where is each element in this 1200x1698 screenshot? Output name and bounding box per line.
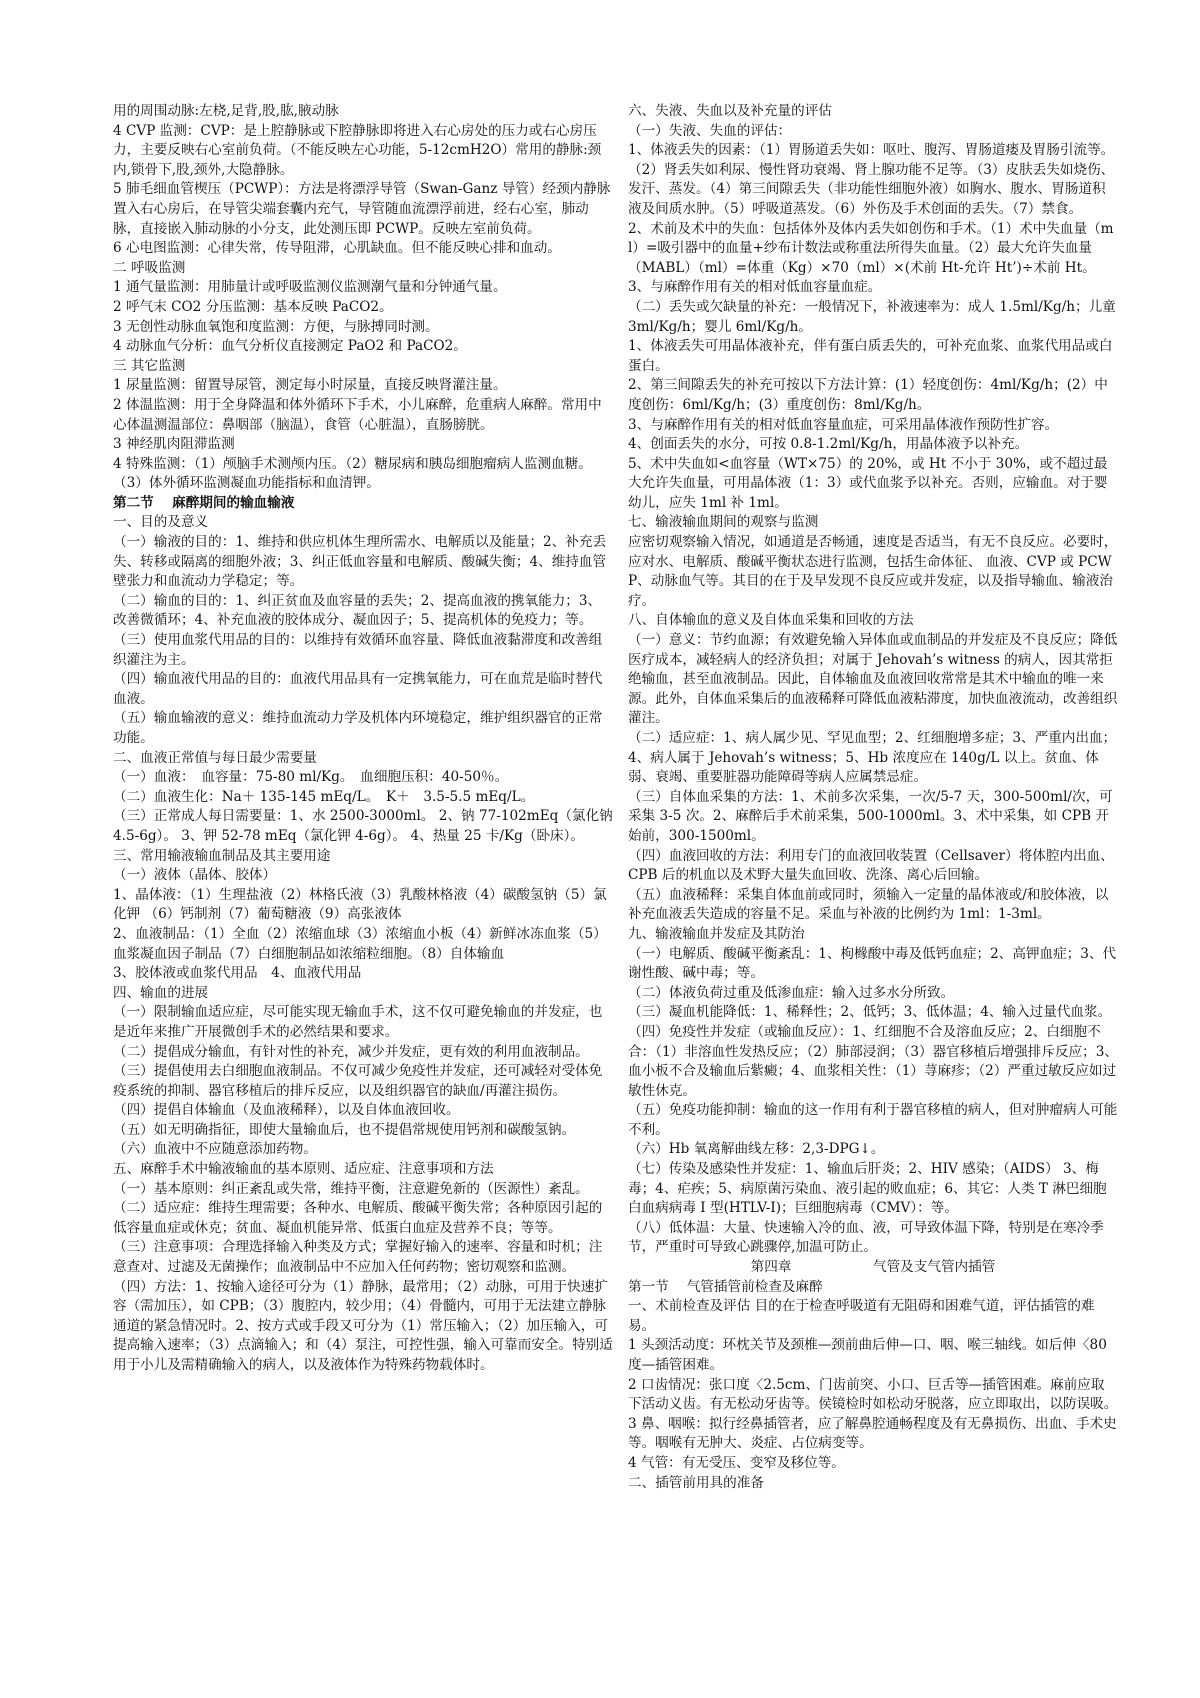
text-line: 3 无创性动脉血氧饱和度监测：方便，与脉搏同时测。 [113,318,439,335]
text-line: 2 口齿情况：张口度〈2.5cm、门齿前突、小口、巨舌等—插管困难。麻前应取下活动义齿。有无松动牙齿等。侯镜检时如松动牙脱落，应立即取出，以防误吸。 [628,1376,1118,1413]
text-line: （一）基本原则：纠正紊乱或失常，维持平衡，注意避免新的（医源性）紊乱。 [113,1180,589,1197]
text-line: （三）正常成人每日需要量：1、水 2500-3000ml。 2、钠 77-102mEq（氯化钠 4.5-6g）。 3、钾 52-78 mEq（氯化钾 4-6g）。 4、热量 25 卡/Kg（卧床）。 [113,808,613,844]
right-column [628,102,1118,1662]
text-line: （四）输血液代用品的目的：血液代用品具有一定携氧能力，可在血荒是临时替代血液。 [113,671,603,707]
text-line: 2、血液制品：（1）全血（2）浓缩血球（3）浓缩血小板（4）新鲜冰冻血浆（5）血浆凝血因子制品（7）白细胞制品如浓缩粒细胞。（8）自体输血 [113,925,607,962]
text-line: （三）凝血机能降低：1、稀释性；2、低钙；3、低体温；4、输入过量代血浆。 [628,1004,1112,1021]
section-heading: 第二节 麻醉期间的输血输液 [113,494,295,511]
text-line: 3、与麻醉作用有关的相对低血容量血症。 [628,279,882,296]
text-line: （四）免疫性并发症（或输血反应）：1、红细胞不合及溶血反应；2、白细胞不合：（1）非溶血性发热反应；（2）肺部浸润；（3）器官移植后增强排斥反应；3、血小板不合及输血后紫癜；4、血浆相关性：（1）荨麻疹；（2）严重过敏反应如过敏性休克。 [628,1023,1118,1099]
text-line: （一）血液： 血容量：75-80 ml/Kg。 血细胞压积：40-50％。 [113,769,509,786]
text-line: 一、术前检查及评估 目的在于检查呼吸道有无阻碍和困难气道，评估插管的难易。 [628,1298,1095,1334]
text-line: （一）输液的目的：1、维持和供应机体生理所需水、电解质以及能量；2、补充丢失、转移或隔离的细胞外液；3、纠正低血容量和电解质、酸碱失衡；4、维持血管壁张力和血流动力学稳定；等。 [113,534,607,590]
text-line: （二）丢失或欠缺量的补充：一般情况下，补液速率为：成人 1.5ml/Kg/h；儿童 3ml/Kg/h；婴儿 6ml/Kg/h。 [628,298,1116,335]
text-line: （二）提倡成分输血，有针对性的补充，减少并发症，更有效的利用血液制品。 [113,1043,589,1060]
text-line: （一）失液、失血的评估： [628,122,792,139]
text-line: 二、血液正常值与每日最少需要量 [113,749,317,766]
text-line: 4 CVP 监测：CVP：是上腔静脉或下腔静脉即将进入右心房处的压力或右心房压力，主要反映右心室前负荷。（不能反映左心功能，5-12cmH2O）常用的静脉:颈内,锁骨下,股,颈外,大隐静脉。 [113,122,602,178]
text-line: （一）液体（晶体、胶体） [113,867,277,884]
text-line: 3 鼻、咽喉：拟行经鼻插管者，应了解鼻腔通畅程度及有无鼻损伤、出血、手术史等。咽喉有无肿大、炎症、占位病变等。 [628,1415,1117,1452]
text-line: 一、目的及意义 [113,514,209,531]
section-heading: 第四章 气管及支气管内插管 [750,1259,996,1276]
text-line: 2 呼气末 CO2 分压监测：基本反映 PaCO2。 [113,298,393,315]
text-line: 二 呼吸监测 [113,259,186,276]
text-line: 5 肺毛细血管楔压（PCWP）：方法是将漂浮导管（Swan-Ganz 导管）经颈内静脉置入右心房后，在导管尖端套囊内充气，导管随血流漂浮前进，经右心室，肺动脉，直接嵌入肺动脉的小分支，此处测压即 PCWP。反映左室前负荷。 [113,181,611,237]
text-line: （二）输血的目的：1、纠正贫血及血容量的丢失；2、提高血液的携氧能力；3、改善微循环；4、补充血液的胶体成分、凝血因子；5、提高机体的免疫力；等。 [113,592,602,629]
text-line: 二、插管前用具的准备 [628,1474,764,1491]
text-line: 2、术前及术中的失血：包括体外及体内丢失如创伤和手术。（1）术中失血量（ml）=吸引器中的血量+纱布计数法或称重法所得失血量。（2）最大允许失血量（MABL）（ml）=体重（Kg）×70（ml）×(术前 Ht-允许 Ht’)÷术前 Ht。 [628,220,1114,276]
text-line: 6 心电图监测：心律失常，传导阻滞，心肌缺血。但不能反映心排和血动。 [113,240,561,257]
text-line: （四）血液回收的方法：利用专门的血液回收装置（Cellsaver）将体腔内出血、CPB 后的机血以及术野大量失血回收、洗涤、离心后回输。 [628,847,1114,884]
text-line: 五、麻醉手术中输液输血的基本原则、适应症、注意事项和方法 [113,1161,494,1178]
text-line: 4 特殊监测：（1）颅脑手术测颅内压。（2）糖尿病和胰岛细胞瘤病人监测血糖。（3）体外循环监测凝血功能指标和血清钾。 [113,455,592,492]
text-line: （二）血液生化：Na＋ 135-145 mEq/L。 K＋ 3.5-5.5 mEq/L。 [113,788,535,805]
text-line: 1、晶体液：（1）生理盐液（2）林格氏液（3）乳酸林格液（4）碳酸氢钠（5）氯化钾 （6）钙制剂（7）葡萄糖液（9）高张液体 [113,886,607,923]
text-line: （七）传染及感染性并发症：1、输血后肝炎；2、HIV 感染；（AIDS） 3、梅毒；4、疟疾；5、病原菌污染血、液引起的败血症；6、其它：人类 T 淋巴细胞白血病病毒 I 型(HTLV-I)；巨细胞病毒（CMV）：等。 [628,1161,1107,1217]
text-line: 应密切观察输入情况，如通道是否畅通，速度是否适当，有无不良反应。必要时，应对水、电解质、酸碱平衡状态进行监测，包括生命体征、 血液、CVP 或 PCWP、动脉血气等。其目的在于及早发现不良反应或并发症，以及指导输血、输液治疗。 [628,534,1118,609]
text-line: 4 气管：有无受压、变窄及移位等。 [628,1454,845,1471]
text-line: （二）体液负荷过重及低渗血症：输入过多水分所致。 [628,984,955,1001]
text-line: 3、与麻醉作用有关的相对低血容量血症，可采用晶体液作预防性扩容。 [628,416,1059,433]
text-line: 1 尿量监测：留置导尿管，测定每小时尿量，直接反映肾灌注量。 [113,377,507,394]
text-line: （一）意义：节约血源；有效避免输入异体血或血制品的并发症及不良反应；降低医疗成本，减轻病人的经济负担；对属于 Jehovah’s witness 的病人，因其常拒绝输血，甚至血液制品。因此，自体输血及血液回收常常是其术中输血的唯一来源。此外，自体血采集后的血液稀释可降低血液粘滞度，加快血液流动，改善组织灌注。 [628,632,1118,727]
text-line: （三）自体血采集的方法：1、术前多次采集，一次/5-7 天，300-500ml/次，可采集 3-5 次。2、麻醉后手术前采集，500-1000ml。3、术中采集，如 CPB 开始前，300-1500ml。 [628,788,1113,844]
text-line: （一）电解质、酸碱平衡紊乱：1、枸橼酸中毒及低钙血症；2、高钾血症；3、代谢性酸、碱中毒；等。 [628,945,1117,982]
text-line: 三 其它监测 [113,357,186,374]
text-line: （八）低体温：大量、快速输入冷的血、液，可导致体温下降，特别是在寒冷季节，严重时可导致心跳骤停,加温可防止。 [628,1219,1104,1256]
text-line: 第一节 气管插管前检查及麻醉 [628,1278,823,1295]
text-line: （三）注意事项：合理选择输入种类及方式；掌握好输入的速率、容量和时机；注意查对、过滤及无菌操作；血液制品中不应加入任何药物；密切观察和监测。 [113,1239,603,1276]
text-line: 3 神经肌肉阻滞监测 [113,436,235,453]
text-line: （三）提倡使用去白细胞血液制品。不仅可减少免疫性并发症，还可减轻对受体免疫系统的抑制、器官移植后的排斥反应，以及组织器官的缺血/再灌注损伤。 [113,1063,603,1099]
text-line: （四）方法：1、按输入途径可分为（1）静脉，最常用；（2）动脉，可用于快速扩容（需加压），如 CPB；（3）腹腔内，较少用；（4）骨髓内，可用于无法建立静脉通道的紧急情况时。2、按方式或手段又可分为（1）常压输入；（2）加压输入，可提高输入速率；（3）点滴输入；和（4）泵注，可控性强，输入可靠而安全。特别适用于小儿及需精确输入的病人，以及液体作为特殊药物载体时。 [113,1278,613,1373]
text-line: 用的周围动脉:左桡,足背,股,肱,腋动脉 [113,103,339,119]
text-line: （五）免疫功能抑制：输血的这一作用有利于器官移植的病人，但对肿瘤病人可能不利。 [628,1102,1118,1138]
text-line: （六）Hb 氧离解曲线左移：2,3-DPG↓。 [628,1141,885,1158]
text-line: 4、创面丢失的水分，可按 0.8-1.2ml/Kg/h，用晶体液予以补充。 [628,436,1029,453]
text-line: 3、胶体液或血浆代用品 4、血液代用品 [113,965,362,982]
text-line: （六）血液中不应随意添加药物。 [113,1141,317,1158]
text-line: 1 头颈活动度：环枕关节及颈椎—颈前曲后伸—口、咽、喉三轴线。如后伸〈80 度—插管困难。 [628,1337,1107,1373]
text-line: 七、输液输血期间的观察与监测 [628,514,819,531]
text-line: （五）输血输液的意义：维持血流动力学及机体内环境稳定，维护组织器官的正常功能。 [113,710,603,746]
text-line: 1 通气量监测：用肺量计或呼吸监测仪监测潮气量和分钟通气量。 [113,279,507,296]
text-line: （一）限制输血适应症，尽可能实现无输血手术，这不仅可避免输血的并发症，也是近年来推广开展微创手术的必然结果和要求。 [113,1004,603,1040]
text-line: （四）提倡自体输血（及血液稀释），以及自体血液回收。 [113,1102,460,1119]
text-line: 5、术中失血如<血容量（WT×75）的 20%，或 Ht 不小于 30%，或不超过最大允许失血量，可用晶体液（1：3）或代血浆予以补充。否则，应输血。对于婴幼儿，应失 1ml 补 1ml。 [628,455,1108,511]
text-line: （二）适应症：1、病人属少见、罕见血型；2、红细胞增多症；3、严重内出血；4、病人属于 Jehovah’s witness；5、Hb 浓度应在 140g/L 以上。贫血、体弱、衰竭、重要脏器功能障碍等病人应属禁忌症。 [628,730,1117,786]
text-line: 四、输血的进展 [113,984,209,1001]
text-line: 六、失液、失血以及补充量的评估 [628,103,832,119]
text-line: 1、体液丢失的因素：（1）胃肠道丢失如：呕吐、腹泻、胃肠道瘘及胃肠引流等。（2）肾丢失如利尿、慢性肾功衰竭、肾上腺功能不足等。（3）皮肤丢失如烧伤、发汗、蒸发。（4）第三间隙丢失（非功能性细胞外液）如胸水、腹水、胃肠道积液及间质水肿。（5）呼吸道蒸发。（6）外伤及手术创面的丢失。（7）禁食。 [628,142,1115,217]
text-line: 八、自体输血的意义及自体血采集和回收的方法 [628,612,914,629]
text-line: （五）如无明确指征，即使大量输血后，也不提倡常规使用钙剂和碳酸氢钠。 [113,1121,576,1138]
text-line: 1、体液丢失可用晶体液补充，伴有蛋白质丢失的，可补充血浆、血浆代用品或白蛋白。 [628,338,1113,374]
left-column [113,102,613,1662]
text-line: 九、输液输血并发症及其防治 [628,925,805,942]
text-line: 4 动脉血气分析：血气分析仪直接测定 PaO2 和 PaCO2。 [113,338,467,355]
text-line: 2 体温监测：用于全身降温和体外循环下手术，小儿麻醉，危重病人麻醉。常用中心体温测温部位：鼻咽部（脑温），食管（心脏温），直肠膀胱。 [113,396,602,433]
text-line: （二）适应症：维持生理需要；各种水、电解质、酸碱平衡失常；各种原因引起的低容量血症或休克；贫血、凝血机能异常、低蛋白血症及营养不良；等等。 [113,1200,603,1236]
text-line: 三、常用输液输血制品及其主要用途 [113,847,331,864]
text-line: 2、第三间隙丢失的补充可按以下方法计算：(1）轻度创伤：4ml/Kg/h；(2）中度创伤：6ml/Kg/h；(3）重度创伤：8ml/Kg/h。 [628,377,1108,413]
text-line: （三）使用血浆代用品的目的：以维持有效循环血容量、降低血液黏滞度和改善组织灌注为主。 [113,632,603,668]
text-line: （五）血液稀释：采集自体血前或同时，须输入一定量的晶体液或/和胶体液，以补充血液丢失造成的容量不足。采血与补液的比例约为 1ml：1-3ml。 [628,886,1109,923]
